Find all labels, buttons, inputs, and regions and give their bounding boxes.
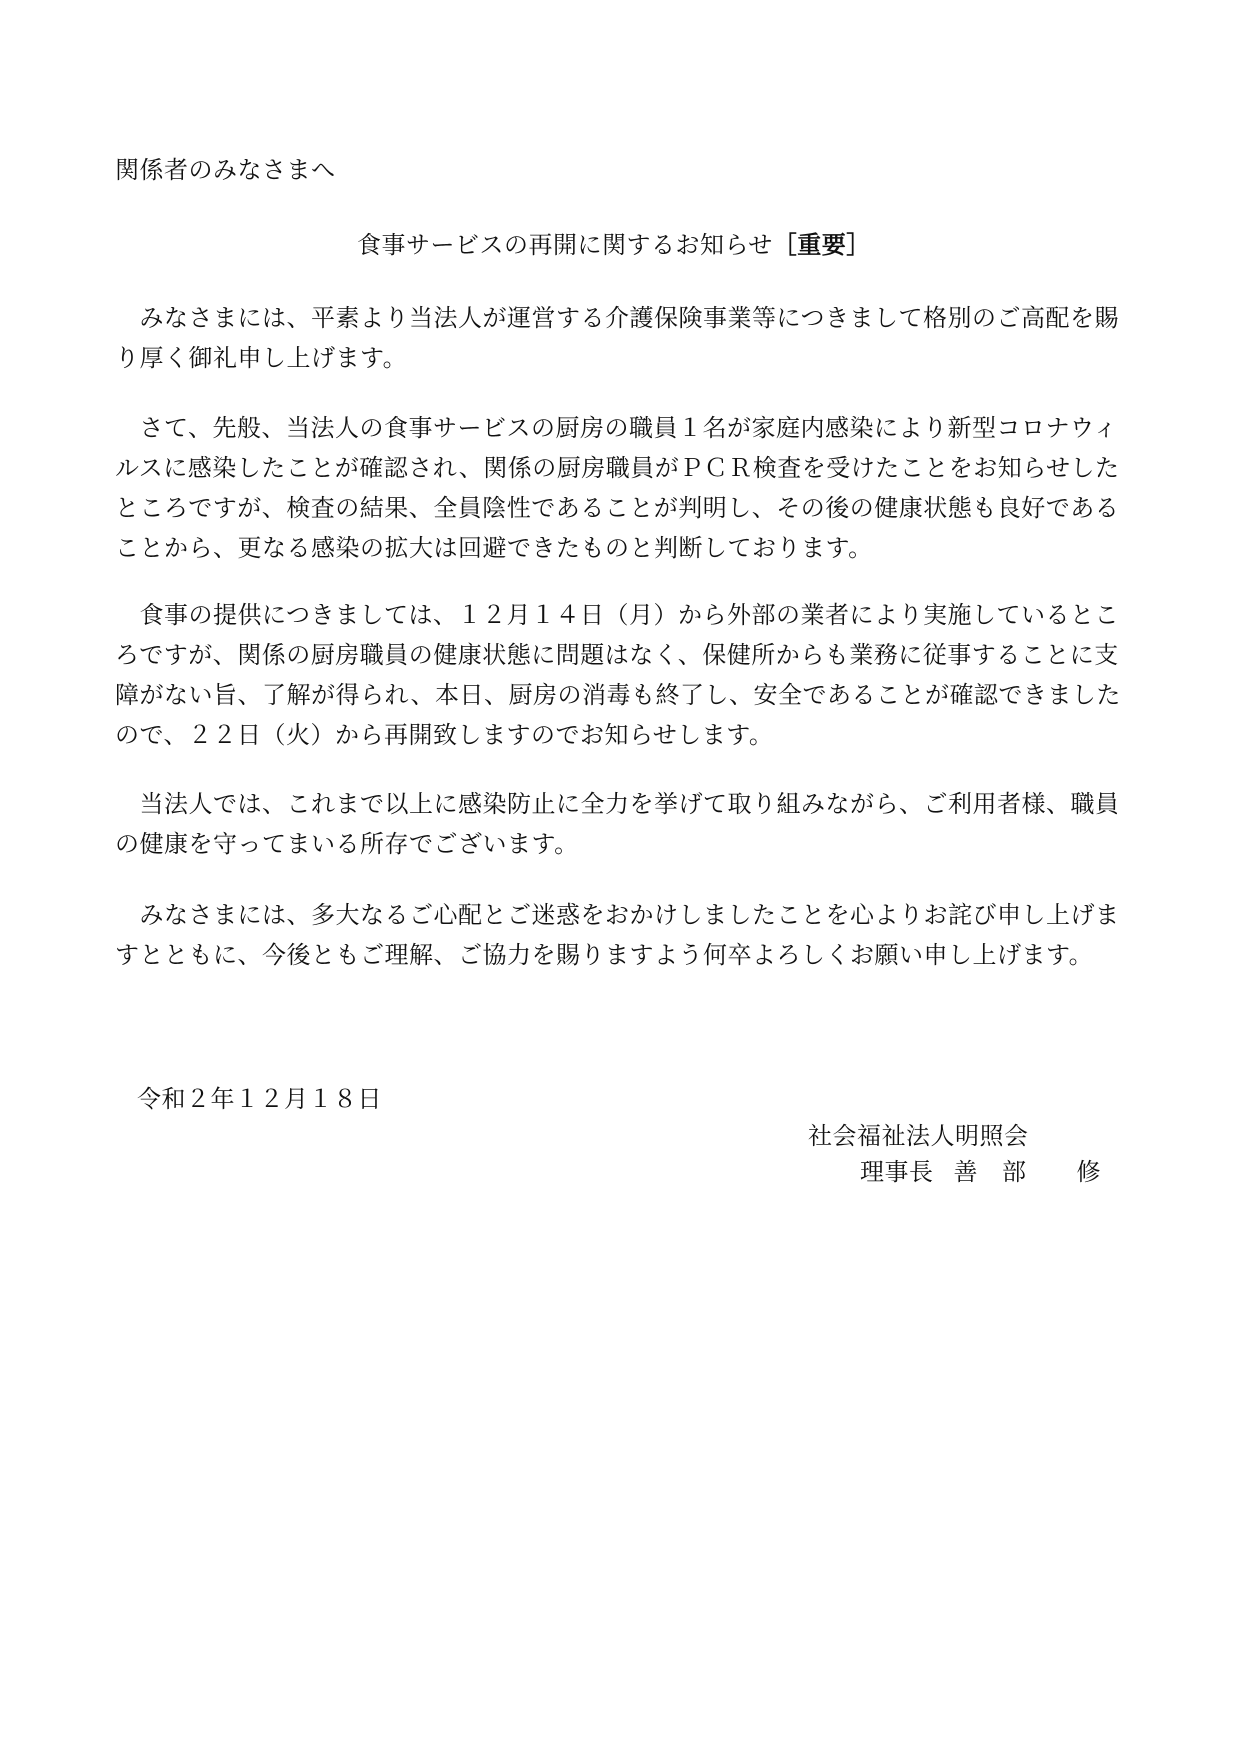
signer-name-part: 修 — [1076, 1158, 1101, 1186]
paragraph-infection-report — [115, 408, 1125, 568]
paragraph-line: さて、先般、当法人の食事サービスの厨房の職員１名が家庭内感染により新型コロナウィ — [115, 414, 1118, 442]
signer-block — [860, 1157, 1101, 1187]
paragraph-line: みなさまには、多大なるご心配とご迷惑をおかけしましたことを心よりお詫び申し上げま — [115, 901, 1120, 929]
paragraph-line: ので、２２日（火）から再開致しますのでお知らせします。 — [115, 721, 774, 749]
issue-date: 令和２年１２月１８日 — [137, 1085, 382, 1113]
signer-name-part: 善 — [953, 1158, 978, 1186]
addressee: 関係者のみなさまへ — [115, 156, 336, 184]
paragraph-line: り厚く御礼申し上げます。 — [115, 344, 408, 372]
paragraph-line: みなさまには、平素より当法人が運営する介護保険事業等につきまして格別のご高配を賜 — [115, 304, 1120, 332]
paragraph-line: ルスに感染したことが確認され、関係の厨房職員がＰＣＲ検査を受けたことをお知らせした — [115, 454, 1120, 482]
paragraph-line: すとともに、今後ともご理解、ご協力を賜りますよう何卒よろしくお願い申し上げます。 — [115, 941, 1094, 969]
paragraph-line: 当法人では、これまで以上に感染防止に全力を挙げて取り組みながら、ご利用者様、職員 — [115, 790, 1120, 818]
organization-name: 社会福祉法人明照会 — [808, 1122, 1029, 1150]
paragraph-service-resumption — [115, 595, 1125, 755]
paragraph-line: 障がない旨、了解が得られ、本日、厨房の消毒も終了し、安全であることが確認できました — [115, 681, 1121, 709]
paragraph-line: ことから、更なる感染の拡大は回避できたものと判断しております。 — [115, 534, 873, 562]
paragraph-apology — [115, 895, 1125, 975]
paragraph-line: ところですが、検査の結果、全員陰性であることが判明し、その後の健康状態も良好である — [115, 494, 1120, 522]
notice-title — [357, 230, 871, 260]
paragraph-line: 食事の提供につきましては、１２月１４日（月）から外部の業者により実施しているとこ — [115, 601, 1120, 629]
title-main: 食事サービスの再開に関するお知らせ — [357, 231, 773, 259]
signer-role: 理事長 — [860, 1158, 934, 1186]
paragraph-greeting — [115, 298, 1125, 378]
title-important-mark: ［重要］ — [772, 230, 871, 259]
signer-name-part: 部 — [1002, 1158, 1027, 1186]
paragraph-line: の健康を守ってまいる所存でございます。 — [115, 830, 579, 858]
paragraph-prevention-commitment — [115, 784, 1125, 864]
paragraph-line: ろですが、関係の厨房職員の健康状態に問題はなく、保健所からも業務に従事することに支 — [115, 641, 1119, 669]
